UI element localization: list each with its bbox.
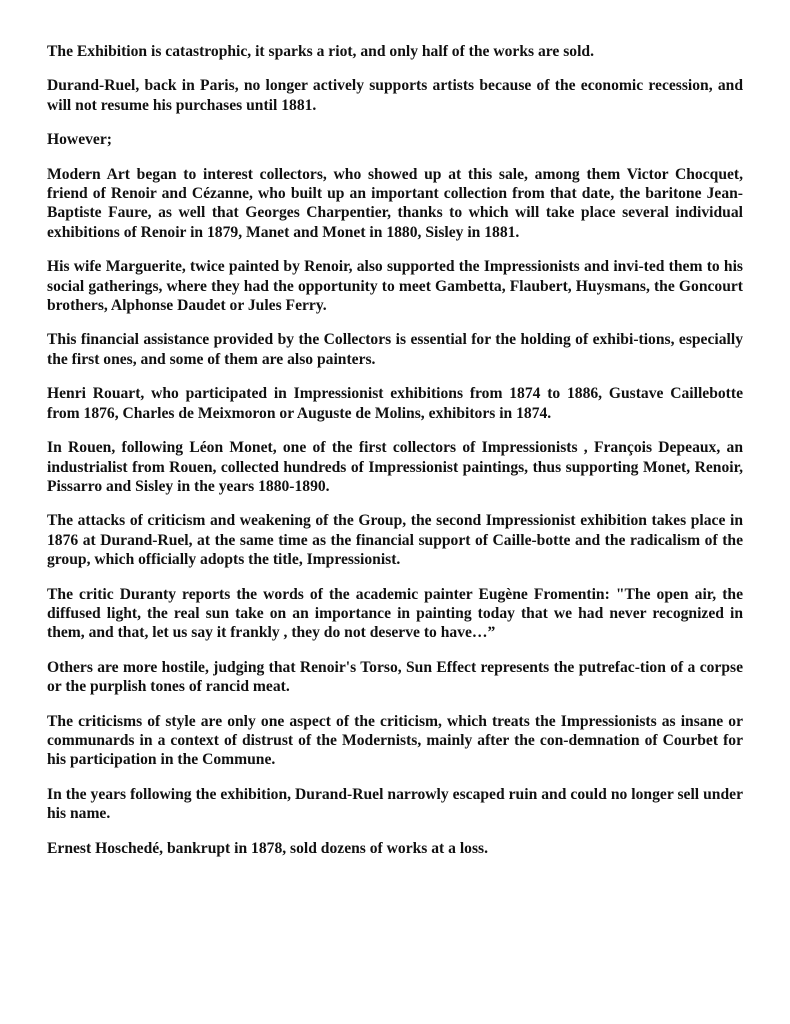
paragraph-duranty-quote: The critic Duranty reports the words of the academic painter Eugène Fromentin: "The open air, the diffused light, the real sun take on an importance in painting today that we had never recognized in them, and that, let us say it frankly , they do not deserve to have…” bbox=[47, 585, 743, 642]
paragraph-hoschede-bankrupt: Ernest Hoschedé, bankrupt in 1878, sold dozens of works at a loss. bbox=[47, 839, 489, 857]
paragraph-exhibition-riot: The Exhibition is catastrophic, it sparks a riot, and only half of the works are sold. bbox=[47, 43, 594, 60]
paragraph-hostile-critics: Others are more hostile, judging that Renoir's Torso, Sun Effect represents the putrefac-tion of a corpse or the purplish tones of rancid meat. bbox=[47, 658, 743, 696]
paragraph-criticisms-of-style: The criticisms of style are only one aspect of the criticism, which treats the Impressionists as insane or communards in a context of distrust of the Modernists, mainly after the con-demnation of Courbet for his participation in the Commune. bbox=[47, 712, 743, 769]
paragraph-durand-ruel-ruin: In the years following the exhibition, Durand-Ruel narrowly escaped ruin and could no longer sell under his name. bbox=[47, 785, 743, 823]
paragraph-however: However; bbox=[47, 131, 112, 149]
paragraph-durand-ruel-recession: Durand-Ruel, back in Paris, no longer actively supports artists because of the economic recession, and will not resume his purchases until 1881. bbox=[47, 77, 743, 114]
paragraph-financial-assistance: This financial assistance provided by the Collectors is essential for the holding of exhibi-tions, especially the first ones, and some of them are also painters. bbox=[47, 331, 743, 368]
paragraph-attacks-of-criticism: The attacks of criticism and weakening of the Group, the second Impressionist exhibition takes place in 1876 at Durand-Ruel, at the same time as the financial support of Caille-botte and the radicalism of the group, which officially adopts the title, Impressionist. bbox=[47, 512, 743, 569]
paragraph-marguerite: His wife Marguerite, twice painted by Renoir, also supported the Impressionists and invi-ted them to his social gatherings, where they had the opportunity to meet Gambetta, Flaubert, Huysmans, the Goncourt brothers, Alphonse Daudet or Jules Ferry. bbox=[47, 258, 743, 315]
paragraph-henri-rouart: Henri Rouart, who participated in Impressionist exhibitions from 1874 to 1886, Gustave Caillebotte from 1876, Charles de Meixmoron or Auguste de Molins, exhibitors in 1874. bbox=[47, 385, 743, 422]
paragraph-rouen-depeaux: In Rouen, following Léon Monet, one of the first collectors of Impressionists , François Depeaux, an industrialist from Rouen, collected hundreds of Impressionist paintings, thus supporting Monet, Renoir, Pissarro and Sisley in the years 1880-1890. bbox=[47, 439, 743, 495]
paragraph-modern-art-collectors: Modern Art began to interest collectors, who showed up at this sale, among them Victor Chocquet, friend of Renoir and Cézanne, who built up an important collection from that date, the baritone Jean-Baptiste Faure, as well that Georges Charpentier, thanks to which will take place several individual exhibitions of Renoir in 1879, Manet and Monet in 1880, Sisley in 1881. bbox=[47, 165, 743, 241]
document-page bbox=[47, 42, 743, 873]
